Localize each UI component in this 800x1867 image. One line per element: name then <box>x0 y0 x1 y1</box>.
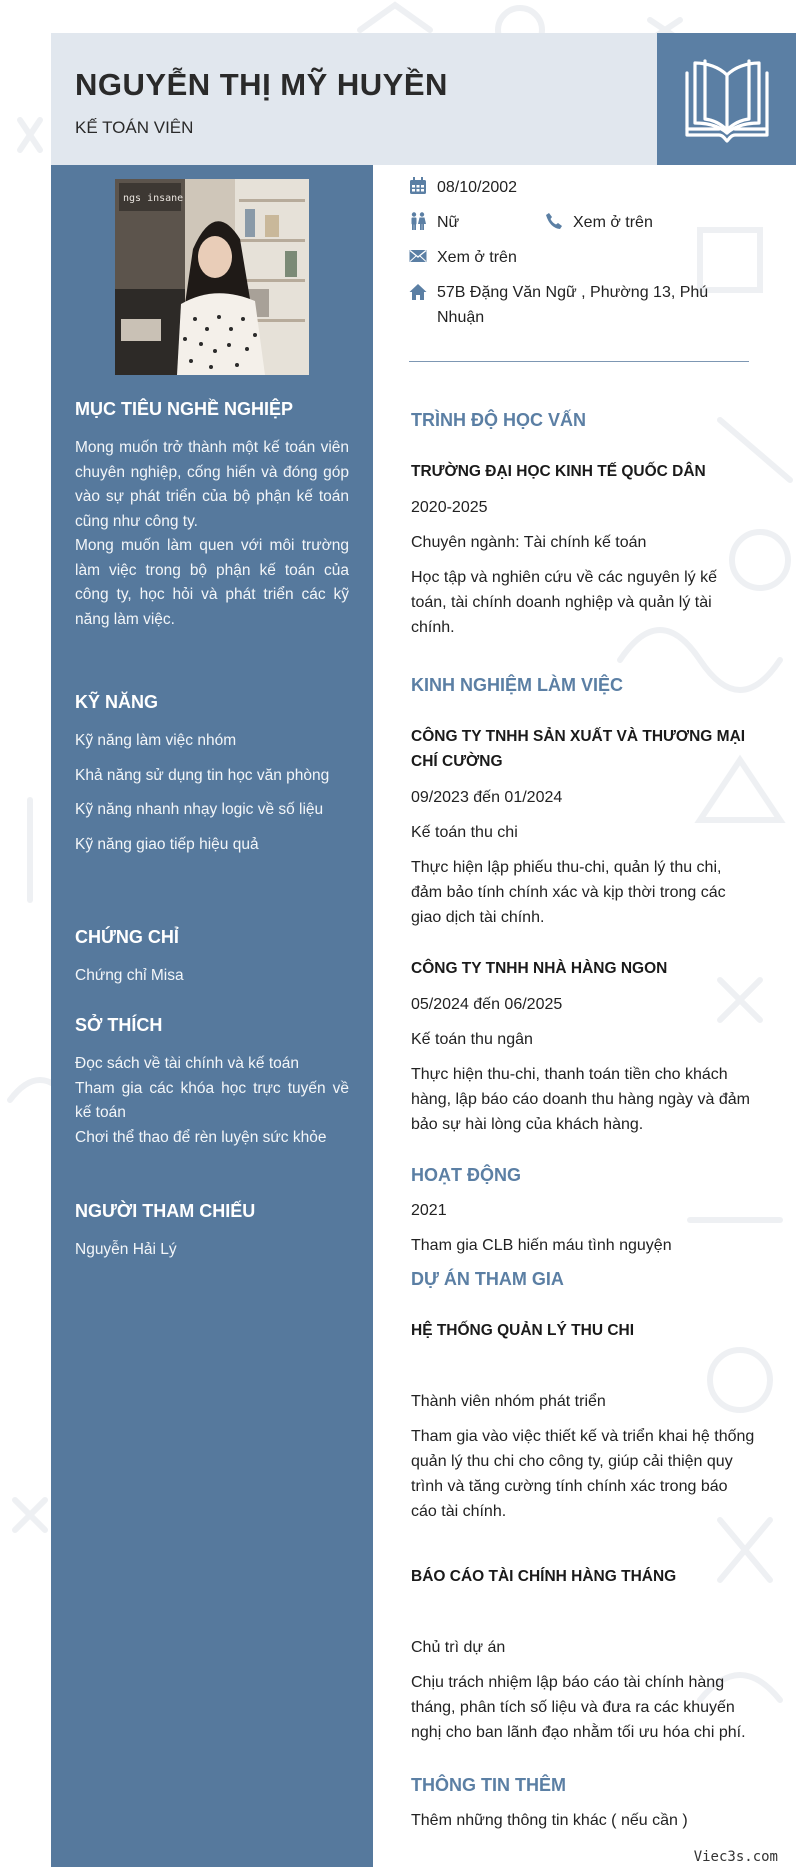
skills-heading: KỸ NĂNG <box>75 692 159 712</box>
job-title: KẾ TOÁN VIÊN <box>75 118 194 137</box>
phone-row <box>545 210 653 235</box>
reference-item: Nguyễn Hải Lý <box>75 1241 177 1258</box>
svg-text:ngs insane: ngs insane <box>123 193 184 204</box>
projects-section <box>411 1269 756 1745</box>
resume-header <box>51 33 657 165</box>
address-row <box>409 280 739 330</box>
additional-text: Thêm những thông tin khác ( nếu cần ) <box>411 1812 688 1829</box>
objective-heading: MỤC TIÊU NGHỀ NGHIỆP <box>75 399 294 419</box>
additional-section <box>411 1775 756 1833</box>
experience-heading: KINH NGHIỆM LÀM VIỆC <box>411 675 624 695</box>
candidate-name: NGUYỄN THỊ MỸ HUYỀN <box>75 67 448 102</box>
header-logo <box>657 33 796 165</box>
references-section <box>75 1201 349 1273</box>
education-period: 2020-2025 <box>411 499 488 516</box>
school-name: TRƯỜNG ĐẠI HỌC KINH TẾ QUỐC DÂN <box>411 463 706 480</box>
education-section <box>411 410 756 640</box>
project-name: BÁO CÁO TÀI CHÍNH HÀNG THÁNG <box>411 1568 677 1585</box>
phone-icon <box>545 212 565 230</box>
resume-page <box>51 33 796 1867</box>
project-role: Thành viên nhóm phát triển <box>411 1393 606 1410</box>
main-content <box>373 165 796 1867</box>
job-role: Kế toán thu ngân <box>411 1031 533 1048</box>
company-name: CÔNG TY TNHH SẢN XUẤT VÀ THƯƠNG MẠI CHÍ CƯỜNG <box>411 728 746 770</box>
references-heading: NGƯỜI THAM CHIẾU <box>75 1201 256 1221</box>
hobby-item: Đọc sách về tài chính và kế toán <box>75 1055 300 1072</box>
contact-divider <box>409 361 749 362</box>
education-heading: TRÌNH ĐỘ HỌC VẤN <box>411 410 586 430</box>
job-description: Thực hiện lập phiếu thu-chi, quản lý thu chi, đảm bảo tính chính xác và kịp thời trong các giao dịch tài chính. <box>411 859 726 926</box>
calendar-icon <box>409 177 429 195</box>
home-icon <box>409 283 429 301</box>
activities-section <box>411 1165 756 1258</box>
education-major: Chuyên ngành: Tài chính kế toán <box>411 534 647 551</box>
hobbies-heading: SỞ THÍCH <box>75 1015 163 1035</box>
additional-heading: THÔNG TIN THÊM <box>411 1775 566 1795</box>
experience-section <box>411 675 756 1137</box>
skill-item: Kỹ năng nhanh nhạy logic về số liệu <box>75 801 324 818</box>
email-row <box>409 245 517 270</box>
address-value: 57B Đặng Văn Ngữ , Phường 13, Phú Nhuận <box>437 284 709 326</box>
objective-paragraph: Mong muốn trở thành một kế toán viên chuyên nghiệp, cống hiến và đóng góp vào sự phát triển của bộ phận kế toán cũng như công ty. <box>75 439 349 530</box>
hobby-item: Tham gia các khóa học trực tuyến về kế toán <box>75 1079 349 1121</box>
skill-item: Kỹ năng làm việc nhóm <box>75 732 237 749</box>
job-period: 09/2023 đến 01/2024 <box>411 789 563 806</box>
skill-item: Khả năng sử dụng tin học văn phòng <box>75 766 330 784</box>
job-role: Kế toán thu chi <box>411 824 518 841</box>
skills-section <box>75 692 349 867</box>
gender-value: Nữ <box>437 214 460 231</box>
project-description: Tham gia vào việc thiết kế và triển khai hệ thống quản lý thu chi cho công ty, giúp cải thiện quy trình và tăng cường tính chính xác trong báo cáo tài chính. <box>411 1428 755 1520</box>
watermark: Viec3s.com <box>693 1849 778 1865</box>
hobby-item: Chơi thể thao để rèn luyện sức khỏe <box>75 1128 327 1146</box>
project-name: HỆ THỐNG QUẢN LÝ THU CHI <box>411 1322 635 1339</box>
activity-year: 2021 <box>411 1202 447 1219</box>
gender-row <box>409 210 459 235</box>
phone-value: Xem ở trên <box>573 214 653 231</box>
hobbies-section <box>75 1015 349 1150</box>
dob-value: 08/10/2002 <box>437 179 518 196</box>
company-name: CÔNG TY TNHH NHÀ HÀNG NGON <box>411 960 668 977</box>
objective-paragraph: Mong muốn làm quen với môi trường làm việc trong bộ phận kế toán của công ty, học hỏi và phát triển các kỹ năng làm việc. <box>75 537 349 628</box>
skill-item: Kỹ năng giao tiếp hiệu quả <box>75 835 259 853</box>
dob-row <box>409 175 517 200</box>
certificate-item: Chứng chỉ Misa <box>75 967 184 984</box>
email-icon <box>409 247 429 265</box>
objective-section <box>75 399 349 632</box>
projects-heading: DỰ ÁN THAM GIA <box>411 1269 564 1289</box>
education-description: Học tập và nghiên cứu về các nguyên lý kế toán, tài chính doanh nghiệp và quản lý tài chính. <box>411 569 717 636</box>
book-icon <box>679 53 775 145</box>
job-period: 05/2024 đến 06/2025 <box>411 996 563 1013</box>
project-description: Chịu trách nhiệm lập báo cáo tài chính hàng tháng, phân tích số liệu và đưa ra các khuyến nghị cho ban lãnh đạo nhằm tối ưu hóa chi phí. <box>411 1674 746 1741</box>
activity-item: Tham gia CLB hiến máu tình nguyện <box>411 1237 672 1254</box>
gender-icon <box>409 212 429 230</box>
job-description: Thực hiện thu-chi, thanh toán tiền cho khách hàng, lập báo cáo doanh thu hàng ngày và đảm bảo sự hài lòng của khách hàng. <box>411 1066 750 1133</box>
activities-heading: HOẠT ĐỘNG <box>411 1165 521 1185</box>
certificates-section <box>75 927 349 999</box>
project-role: Chủ trì dự án <box>411 1639 506 1656</box>
sidebar <box>51 165 373 1867</box>
email-value: Xem ở trên <box>437 249 517 266</box>
profile-photo <box>115 179 309 375</box>
certificates-heading: CHỨNG CHỈ <box>75 927 179 947</box>
